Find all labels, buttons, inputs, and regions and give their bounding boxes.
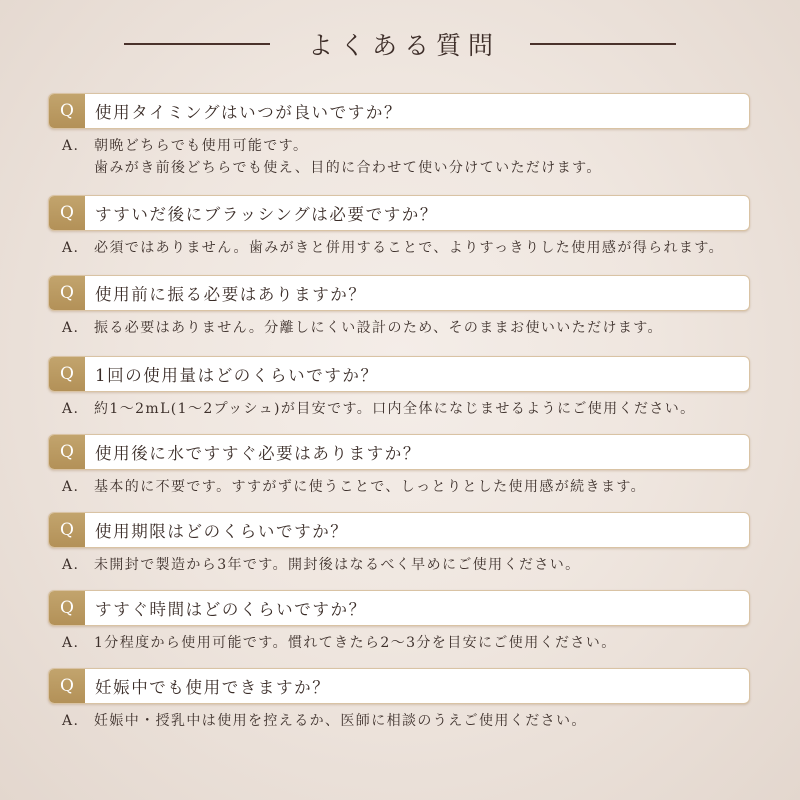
answer-text: 朝晩どちらでも使用可能です。 <box>94 138 309 154</box>
answer-row <box>48 632 750 654</box>
answer-label: A. <box>62 138 80 154</box>
question-text: 使用前に振る必要はありますか？ <box>95 285 367 304</box>
answer-row <box>48 237 750 259</box>
answer-text: 歯みがき前後どちらでも使え、目的に合わせて使い分けていただけます。 <box>94 160 602 176</box>
faq-item <box>48 275 750 339</box>
question-row[interactable] <box>48 512 750 548</box>
faq-header <box>0 24 800 64</box>
faq-item <box>48 512 750 576</box>
answer-row <box>48 710 750 732</box>
answer-row <box>48 398 750 420</box>
question-row[interactable] <box>48 434 750 470</box>
question-text: 使用期限はどのくらいですか？ <box>95 522 349 541</box>
q-badge-icon: Q <box>49 669 85 703</box>
q-badge-icon: Q <box>49 513 85 547</box>
answer-text: 振る必要はありません。分離しにくい設計のため、そのままお使いいただけます。 <box>94 320 663 336</box>
answer-text: 1分程度から使用可能です。慣れてきたら2〜3分を目安にご使用ください。 <box>94 635 617 651</box>
answer-label: A. <box>62 557 80 573</box>
question-text: すすぐ時間はどのくらいですか？ <box>95 600 367 619</box>
page-title: よくある質問 <box>307 31 500 60</box>
question-text: 1回の使用量はどのくらいですか？ <box>95 366 379 385</box>
answer-label: A. <box>62 479 80 495</box>
answer-text: 基本的に不要です。すすがずに使うことで、しっとりとした使用感が続きます。 <box>94 479 647 495</box>
faq-item <box>48 590 750 654</box>
q-badge-icon: Q <box>49 357 85 391</box>
header-right-divider <box>530 43 676 45</box>
question-row[interactable] <box>48 275 750 311</box>
q-badge-icon: Q <box>49 435 85 469</box>
answer-label: A. <box>62 635 80 651</box>
question-row[interactable] <box>48 356 750 392</box>
answer-row <box>48 554 750 576</box>
faq-list <box>48 93 750 732</box>
answer-text: 必須ではありません。歯みがきと併用することで、よりすっきりした使用感が得られます。 <box>94 240 724 256</box>
question-text: 使用後に水ですすぐ必要はありますか？ <box>95 444 421 463</box>
answer-text: 約1〜2mL(1〜2プッシュ)が目安です。口内全体になじませるようにご使用ください。 <box>94 401 696 417</box>
question-row[interactable] <box>48 668 750 704</box>
header-left-divider <box>124 43 270 45</box>
answer-label: A. <box>62 240 80 256</box>
faq-item <box>48 93 750 179</box>
answer-label: A. <box>62 713 80 729</box>
question-row[interactable] <box>48 195 750 231</box>
faq-item <box>48 356 750 420</box>
answer-label: A. <box>62 320 80 336</box>
question-text: 妊娠中でも使用できますか？ <box>95 678 331 697</box>
q-badge-icon: Q <box>49 276 85 310</box>
question-text: 使用タイミングはいつが良いですか？ <box>95 103 403 122</box>
faq-item <box>48 668 750 732</box>
answer-row <box>48 135 750 179</box>
answer-label: A. <box>62 401 80 417</box>
answer-row <box>48 317 750 339</box>
answer-text: 未開封で製造から3年です。開封後はなるべく早めにご使用ください。 <box>94 557 581 573</box>
faq-item <box>48 434 750 498</box>
q-badge-icon: Q <box>49 196 85 230</box>
q-badge-icon: Q <box>49 94 85 128</box>
answer-text: 妊娠中・授乳中は使用を控えるか、医師に相談のうえご使用ください。 <box>94 713 587 729</box>
q-badge-icon: Q <box>49 591 85 625</box>
faq-item <box>48 195 750 259</box>
question-row[interactable] <box>48 93 750 129</box>
question-row[interactable] <box>48 590 750 626</box>
question-text: すすいだ後にブラッシングは必要ですか？ <box>95 205 438 224</box>
answer-row <box>48 476 750 498</box>
